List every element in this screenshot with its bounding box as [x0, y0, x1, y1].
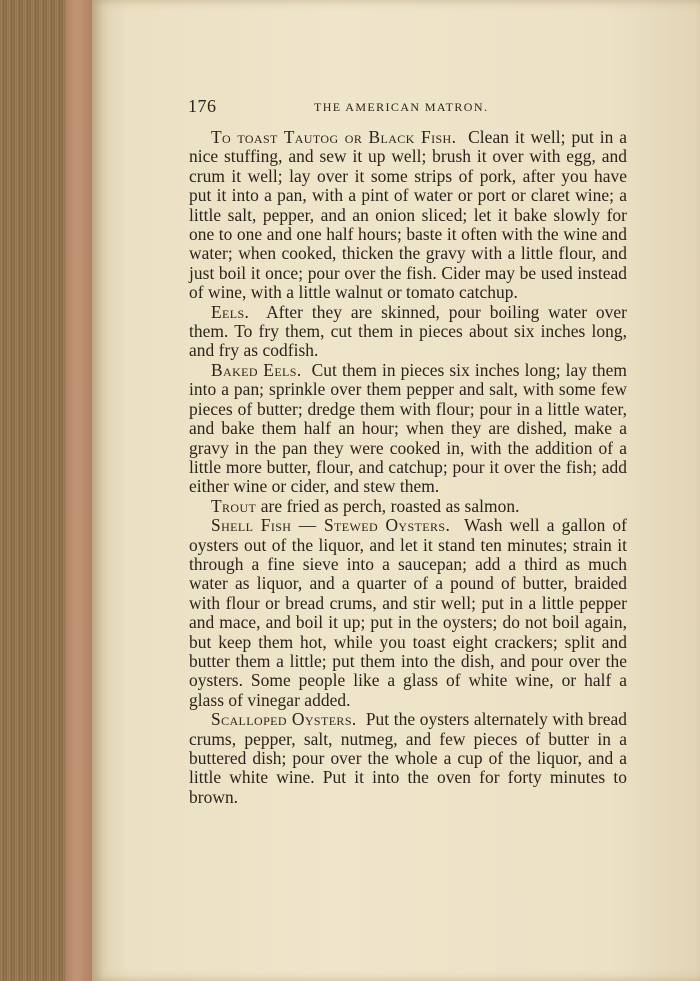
- page-number: 176: [188, 96, 217, 116]
- recipe-paragraph: [189, 497, 627, 516]
- recipe-text: Wash well a gallon of oysters out of the liquor, and let it stand ten minutes; strain it through a fine sieve into a saucepan; add a third as much water as liquor, and a quarter of a pound of butter, braided with flour or bread crums, and stir well; put in a little pepper and mace, and boil it up; put in the oysters; do not boil again, but keep them hot, while you toast eight crackers; split and butter them a little; put them into the dish, and pour over the oysters. Some people like a glass of white wine, or half a glass of vinegar added.: [189, 515, 627, 710]
- page-header: [188, 96, 628, 118]
- recipe-text: After they are skinned, pour boiling water over them. To fry them, cut them in pieces about six inches long, and fry as codfish.: [189, 301, 627, 361]
- recipe-paragraph: [189, 303, 627, 361]
- recipe-paragraph: [189, 710, 627, 807]
- recipe-heading: Shell Fish — Stewed Oysters.: [211, 515, 451, 536]
- recipe-paragraph: [189, 128, 627, 303]
- recipe-heading: To toast Tautog or Black Fish.: [211, 127, 457, 147]
- running-head: THE AMERICAN MATRON.: [314, 100, 489, 114]
- recipe-text: Clean it well; put in a nice stuffing, and sew it up well; brush it over with egg, and crum it well; lay over it some strips of pork, after you have put it into a pan, with a pint of water or port or claret wine; a little salt, pepper, and an onion sliced; let it bake slowly for one to one and one half hours; baste it often with the wine and water; when cooked, thicken the gravy with a little flour, and just boil it once; pour over the fish. Cider may be used instead of wine, with a little walnut or tomato catchup.: [189, 127, 628, 303]
- recipe-text: Put the oysters alternately with bread crums, pepper, salt, nutmeg, and few pieces of butter in a buttered dish; pour over the whole a cup of the liquor, and a little white wine. Put it into the oven for forty minutes to brown.: [189, 709, 627, 807]
- recipe-paragraph: [189, 361, 627, 497]
- recipe-text: Cut them in pieces six inches long; lay them into a pan; sprinkle over them pepper and salt, with some few pieces of butter; dredge them with flour; pour in a little water, and bake them half an hour; when they are dished, make a gravy in the pan they were cooked in, with the addition of a little more butter, flour, and catchup; pour it over the fish; add either wine or cider, and stew them.: [189, 359, 627, 497]
- recipe-text: are fried as perch, roasted as salmon.: [260, 495, 520, 516]
- page-body: [189, 128, 627, 807]
- recipe-heading: Baked Eels.: [211, 359, 302, 380]
- recipe-heading: Scalloped Oysters.: [211, 709, 357, 730]
- recipe-heading: Trout: [211, 495, 257, 516]
- recipe-paragraph: [189, 516, 627, 710]
- recipe-heading: Eels.: [211, 301, 250, 322]
- book-page-edge-stain: [66, 0, 92, 981]
